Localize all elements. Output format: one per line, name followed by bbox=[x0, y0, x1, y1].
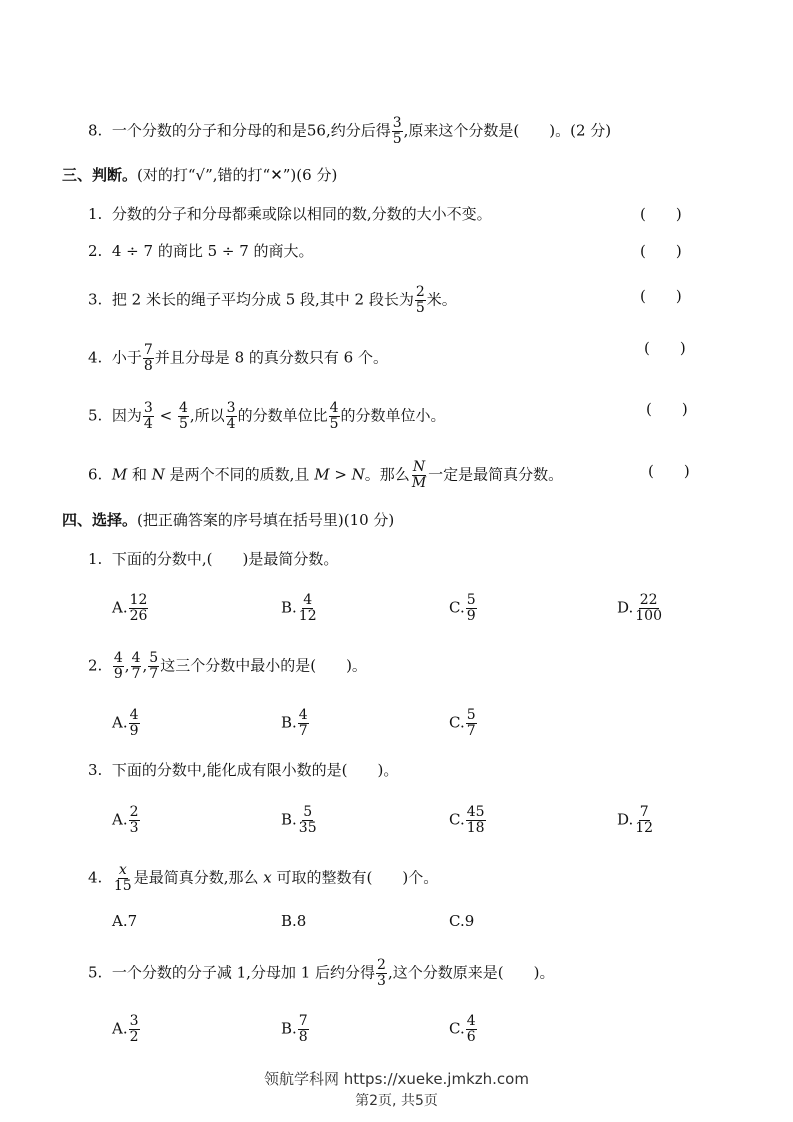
option-c[interactable]: C. $\frac{4}{6}$ bbox=[449, 1013, 476, 1045]
section-3-heading bbox=[62, 164, 337, 186]
judge-item-1 bbox=[88, 203, 492, 225]
question-text: ,这个分数原来是( bbox=[387, 963, 504, 982]
fraction: $\frac{2}{3}$ bbox=[129, 804, 139, 836]
answer-paren[interactable]: ( ) bbox=[648, 462, 690, 480]
choice-question-4 bbox=[88, 863, 438, 894]
question-text: )是最简分数。 bbox=[242, 550, 339, 568]
answer-paren[interactable]: ( ) bbox=[640, 205, 682, 223]
option-b[interactable]: B. $\frac{5}{35}$ bbox=[281, 804, 317, 836]
fraction: $\frac{4}{7}$ bbox=[298, 707, 308, 739]
fraction: $\frac{5}{7}$ bbox=[149, 650, 159, 682]
question-number: 1. bbox=[88, 550, 103, 568]
question-text: 一个分数的分子和分母的和是56,约分后得 bbox=[111, 121, 391, 140]
fraction: $\frac{4}{6}$ bbox=[466, 1013, 476, 1045]
question-number: 5. bbox=[88, 406, 103, 425]
question-text: 把 2 米长的绳子平均分成 5 段,其中 2 段长为 bbox=[111, 290, 414, 309]
variable-m: M bbox=[111, 465, 128, 484]
fraction: $\frac{5}{9}$ bbox=[466, 592, 476, 624]
section-4-heading bbox=[62, 509, 394, 531]
question-text: )。(2 分) bbox=[549, 121, 612, 140]
footer-page-number: 第2页, 共5页 bbox=[355, 1093, 438, 1109]
fraction: $\frac{3}{2}$ bbox=[129, 1013, 139, 1045]
fraction: $\frac{2}{5}$ bbox=[415, 284, 425, 316]
choice-question-5 bbox=[88, 958, 554, 989]
fraction: $\frac{4}{9}$ bbox=[129, 707, 139, 739]
option-d[interactable]: D. $\frac{22}{100}$ bbox=[617, 592, 662, 624]
question-number: 6. bbox=[88, 465, 103, 484]
fraction: $\frac{3}{4}$ bbox=[143, 400, 153, 432]
question-text: )。 bbox=[377, 761, 399, 779]
answer-blank[interactable] bbox=[372, 869, 402, 887]
judge-item-3 bbox=[88, 285, 457, 316]
question-number: 3. bbox=[88, 761, 103, 779]
question-number: 8. bbox=[88, 121, 103, 140]
answer-blank[interactable] bbox=[504, 964, 534, 982]
fraction: $\frac{4}{12}$ bbox=[298, 592, 317, 624]
question-8 bbox=[88, 116, 611, 147]
fraction: $\frac{4}{5}$ bbox=[329, 400, 339, 432]
question-text: 的分数单位小。 bbox=[340, 406, 446, 425]
question-text: 是最简真分数,那么 bbox=[133, 868, 264, 887]
judge-item-2 bbox=[88, 240, 314, 262]
fraction: $\frac{12}{26}$ bbox=[129, 592, 148, 624]
fraction: $\frac{45}{18}$ bbox=[466, 804, 485, 836]
question-text: 可取的整数有( bbox=[271, 868, 373, 887]
judge-item-6 bbox=[88, 460, 563, 491]
question-number: 4. bbox=[88, 868, 103, 887]
question-text: 米。 bbox=[426, 290, 457, 309]
question-text: 是两个不同的质数,且 bbox=[164, 465, 315, 484]
question-text: 这三个分数中最小的是( bbox=[160, 656, 317, 675]
answer-paren[interactable]: ( ) bbox=[646, 400, 688, 418]
judge-item-5 bbox=[88, 401, 446, 432]
option-a[interactable]: A. $\frac{3}{2}$ bbox=[112, 1013, 139, 1045]
option-b[interactable]: B. $\frac{4}{7}$ bbox=[281, 707, 308, 739]
fraction: $\frac{4}{5}$ bbox=[178, 400, 188, 432]
answer-blank[interactable] bbox=[347, 761, 377, 779]
section-note: (把正确答案的序号填在括号里)(10 分) bbox=[137, 511, 395, 529]
fraction: $\frac{3}{5}$ bbox=[392, 115, 402, 147]
question-number: 5. bbox=[88, 963, 103, 982]
option-b[interactable]: B. $\frac{4}{12}$ bbox=[281, 592, 317, 624]
question-text: 分数的分子和分母都乘或除以相同的数,分数的大小不变。 bbox=[111, 205, 492, 223]
variable-x: x bbox=[263, 868, 272, 887]
fraction: $\frac{7}{12}$ bbox=[635, 804, 654, 836]
option-a[interactable]: A. $\frac{2}{3}$ bbox=[112, 804, 139, 836]
fraction: $\frac{N}{M}$ bbox=[411, 459, 427, 491]
question-number: 3. bbox=[88, 290, 103, 309]
section-title: 四、选择。 bbox=[62, 511, 138, 529]
question-number: 2. bbox=[88, 242, 103, 260]
fraction: $\frac{5}{35}$ bbox=[298, 804, 317, 836]
fraction: $\frac{7}{8}$ bbox=[298, 1013, 308, 1045]
section-note: (对的打“√”,错的打“✕”)(6 分) bbox=[137, 166, 338, 184]
question-text: )个。 bbox=[402, 868, 439, 887]
question-number: 1. bbox=[88, 205, 103, 223]
comparison: M > N bbox=[314, 465, 365, 484]
option-c[interactable]: C. $\frac{45}{18}$ bbox=[449, 804, 485, 836]
question-text: 的分数单位比 bbox=[237, 406, 328, 425]
fraction: $\frac{3}{4}$ bbox=[226, 400, 236, 432]
answer-blank[interactable] bbox=[519, 122, 549, 140]
question-text: )。 bbox=[533, 963, 555, 982]
question-text: 下面的分数中,( bbox=[111, 550, 213, 568]
question-text: 小于 bbox=[111, 348, 142, 367]
less-than-sign: < bbox=[159, 406, 173, 425]
question-text: 4 ÷ 7 的商比 5 ÷ 7 的商大。 bbox=[111, 242, 314, 260]
option-c[interactable]: C.9 bbox=[449, 912, 475, 930]
variable-n: N bbox=[151, 465, 165, 484]
fraction: $\frac{4}{7}$ bbox=[131, 650, 141, 682]
question-text: 因为 bbox=[111, 406, 142, 425]
question-text: 和 bbox=[127, 465, 152, 484]
choice-question-2: 2. $\frac{4}{9}$ , $\frac{4}{7}$ , $\frac{5}{7}$ 这三个分数中最小的是( )。 bbox=[88, 650, 367, 682]
fraction: $\frac{5}{7}$ bbox=[466, 707, 476, 739]
choice-question-3 bbox=[88, 759, 398, 781]
question-number: 2. bbox=[88, 656, 103, 675]
question-text: 下面的分数中,能化成有限小数的是( bbox=[111, 761, 348, 779]
question-text: ,所以 bbox=[189, 406, 225, 425]
fraction: $\frac{x}{15}$ bbox=[113, 862, 132, 894]
answer-paren[interactable]: ( ) bbox=[644, 339, 686, 357]
question-text: 一个分数的分子减 1,分母加 1 后约分得 bbox=[111, 963, 376, 982]
option-b[interactable]: B. $\frac{7}{8}$ bbox=[281, 1013, 308, 1045]
option-b[interactable]: B.8 bbox=[281, 912, 307, 930]
option-a[interactable]: A. $\frac{4}{9}$ bbox=[112, 707, 139, 739]
fraction: $\frac{4}{9}$ bbox=[113, 650, 123, 682]
judge-item-4 bbox=[88, 343, 388, 374]
section-title: 三、判断。 bbox=[62, 166, 138, 184]
question-text: 。那么 bbox=[364, 465, 410, 484]
answer-paren[interactable]: ( ) bbox=[640, 287, 682, 305]
fraction: $\frac{7}{8}$ bbox=[143, 342, 153, 374]
question-text: 并且分母是 8 的真分数只有 6 个。 bbox=[154, 348, 388, 367]
option-c[interactable]: C. $\frac{5}{9}$ bbox=[449, 592, 476, 624]
option-a[interactable]: A.7 bbox=[112, 912, 138, 930]
option-c[interactable]: C. $\frac{5}{7}$ bbox=[449, 707, 476, 739]
question-text: )。 bbox=[346, 656, 367, 675]
answer-blank[interactable] bbox=[212, 550, 242, 568]
answer-blank[interactable] bbox=[316, 657, 346, 675]
fraction: $\frac{22}{100}$ bbox=[635, 592, 662, 624]
question-text: ,原来这个分数是( bbox=[403, 121, 520, 140]
option-d[interactable]: D. $\frac{7}{12}$ bbox=[617, 804, 654, 836]
option-a[interactable]: A. $\frac{12}{26}$ bbox=[112, 592, 148, 624]
question-text: 一定是最简真分数。 bbox=[428, 465, 564, 484]
footer-site: 领航学科网 https://xueke.jmkzh.com bbox=[264, 1070, 529, 1088]
question-number: 4. bbox=[88, 348, 103, 367]
fraction: $\frac{2}{3}$ bbox=[377, 957, 386, 989]
choice-question-1 bbox=[88, 548, 338, 570]
answer-paren[interactable]: ( ) bbox=[640, 242, 682, 260]
